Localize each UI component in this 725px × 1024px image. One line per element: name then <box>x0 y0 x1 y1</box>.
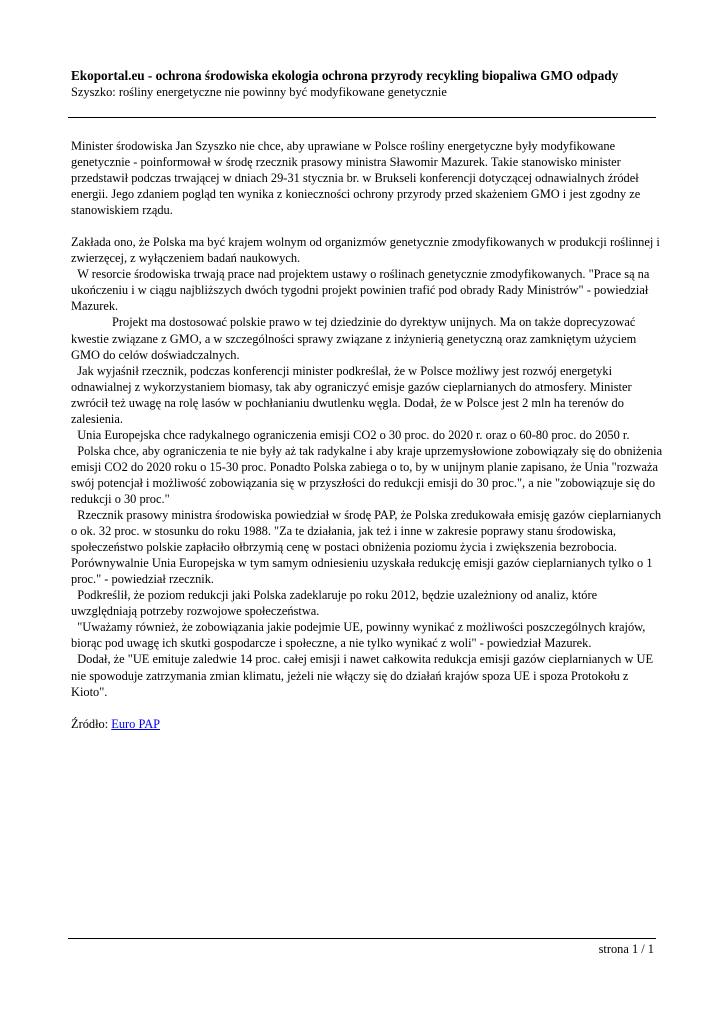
footer-divider <box>68 938 656 939</box>
paragraph-spacer <box>71 700 665 716</box>
article-body <box>71 138 665 732</box>
source-line <box>71 716 665 732</box>
page-header <box>71 67 661 100</box>
paragraph: Projekt ma dostosować polskie prawo w tej dziedzinie do dyrektyw unijnych. Ma on także doprecyzować kwestie związane z GMO, a w szczególności sprawy związane z inżynierią genetyczną oraz zamkniętym użyciem GMO do celów doświadczalnych. <box>71 315 637 362</box>
source-link[interactable]: Euro PAP <box>111 716 161 731</box>
paragraph: Podkreślił, że poziom redukcji jaki Polska zadeklaruje po roku 2012, będzie uzależniony od analiz, które uwzględniają potrzeby rozwojowe społeczeństwa. <box>71 588 601 619</box>
paragraph: W resorcie środowiska trwają prace nad projektem ustawy o roślinach genetycznie zmodyfikowanych. "Prace są na ukończeniu i w ciągu najbliższych dwóch tygodni projekt powinien trafić pod obrady Rady Ministrów" - powiedział Mazurek. <box>71 267 653 314</box>
paragraph: Polska chce, aby ograniczenia te nie były aż tak radykalne i aby kraje uprzemysłowione zobowiązały się do obniżenia emisji CO2 do 2020 roku o 15-30 proc. Ponadto Polska zabiega o to, by w unijnym planie zapisano, że Unia "rozważa swój potencjał i możliwość zobowiązania się w przyszłości do redukcji emisji do 30 proc.", a nie "zobowiązuje się do redukcji o 30 proc." <box>71 443 666 506</box>
paragraph: Zakłada ono, że Polska ma być krajem wolnym od organizmów genetycznie zmodyfikowanych w produkcji roślinnej i zwierzęcej, z wyłączeniem badań naukowych. <box>71 235 663 266</box>
paragraph: "Uważamy również, że zobowiązania jakie podejmie UE, powinny wynikać z możliwości poszczególnych krajów, biorąc pod uwagę ich skutki gospodarcze i społeczne, a nie tylko wynikać z woli" - powiedział Mazurek. <box>71 620 649 651</box>
header-divider <box>68 117 656 118</box>
paragraph-spacer <box>71 218 665 234</box>
paragraph: Dodał, że "UE emituje zaledwie 14 proc. całej emisji i nawet całkowita redukcja emisji gazów cieplarnianych w UE nie spowoduje zatrzymania zmian klimatu, jeżeli nie włączy się do działań krajów spoza UE i spoza Protokołu z Kioto". <box>71 652 657 699</box>
page-number: strona 1 / 1 <box>598 942 654 956</box>
source-label: Źródło: <box>71 716 112 731</box>
paragraph: Jak wyjaśnił rzecznik, podczas konferencji minister podkreślał, że w Polsce możliwy jest rozwój energetyki odnawialnej z wykorzystaniem biomasy, tak aby ograniczyć emisje gazów cieplarnianych do atmosfery. Minister zwrócił też uwagę na rolę lasów w pochłanianiu dwutlenku węgla. Dodał, że w Polsce jest 2 mln ha terenów do zalesienia. <box>71 363 635 426</box>
lead-paragraph: Minister środowiska Jan Szyszko nie chce, aby uprawiane w Polsce rośliny energetyczne były modyfikowane genetycznie - poinformował w środę rzecznik prasowy ministra Sławomir Mazurek. Takie stanowisko minister przedstawił podczas trwającej w dniach 29-31 stycznia br. w Brukseli konferencji dotyczącej odnawialnych źródeł energii. Jego zdaniem pogląd ten wynika z konieczności ochrony przyrody przed skażeniem GMO i jest zgodny ze stanowiskiem rządu. <box>71 139 641 218</box>
article-title: Szyszko: rośliny energetyczne nie powinny być modyfikowane genetycznie <box>71 85 447 99</box>
paragraph: Rzecznik prasowy ministra środowiska powiedział w środę PAP, że Polska zredukowała emisję gazów cieplarnianych o ok. 32 proc. w stosunku do roku 1988. "Za te działania, jak też i inne w zakresie poprawy stanu środowiska, społeczeństwo polskie zapłaciło ołbrzymią cenę w postaci obniżenia poziomu życia i zwiększenia bezrobocia. Porównywalnie Unia Europejska w tym samym odniesieniu uzyskała redukcję emisji gazów cieplarnianych tylko o 1 proc." - powiedział rzecznik. <box>71 508 665 587</box>
paragraph: Unia Europejska chce radykalnego ograniczenia emisji CO2 o 30 proc. do 2020 r. oraz o 60-80 proc. do 2050 r. <box>71 427 630 442</box>
site-title: Ekoportal.eu - ochrona środowiska ekologia ochrona przyrody recykling biopaliwa GMO odpady <box>71 68 619 83</box>
